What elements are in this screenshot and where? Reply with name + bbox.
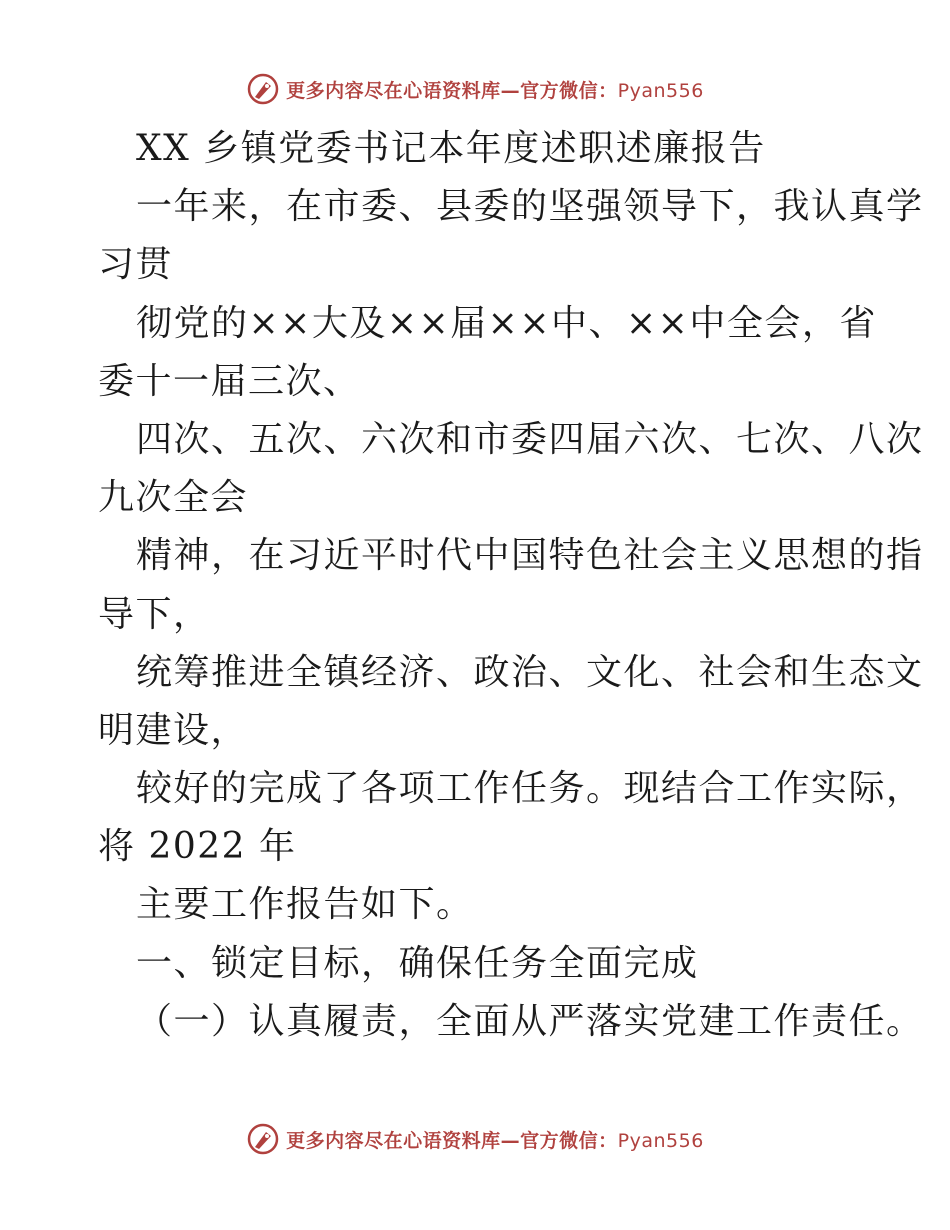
watermark-text: 更多内容尽在心语资料库—官方微信：Pyan556 [286, 1129, 704, 1152]
paragraph-line: 导下， [98, 593, 211, 635]
document-title: XX 乡镇党委书记本年度述职述廉报告 [136, 128, 766, 169]
paragraph-line: 九次全会 [98, 477, 249, 519]
watermark-text: 更多内容尽在心语资料库—官方微信：Pyan556 [286, 79, 704, 102]
paragraph-line: 统筹推进全镇经济、政治、文化、社会和生态文 [136, 651, 924, 693]
header-watermark [0, 72, 950, 106]
paragraph-line: 精神，在习近平时代中国特色社会主义思想的指 [136, 535, 924, 577]
paragraph-line: 明建设， [98, 709, 249, 751]
paragraph-line: 将 2022 年 [98, 826, 297, 868]
paragraph-line: 一、锁定目标，确保任务全面完成 [136, 942, 699, 984]
paragraph-line: 委十一届三次、 [98, 360, 361, 402]
paragraph-line: （一）认真履责，全面从严落实党建工作责任。 [136, 1000, 924, 1042]
paragraph-line: 一年来，在市委、县委的坚强领导下，我认真学 [136, 186, 924, 228]
paragraph-line: 四次、五次、六次和市委四届六次、七次、八次 [136, 418, 924, 460]
paragraph-line: 主要工作报告如下。 [136, 884, 474, 926]
paragraph-line: 习贯 [98, 244, 174, 286]
paragraph-line: 彻党的××大及××届××中、××中全会，省 [136, 302, 877, 344]
footer-watermark [0, 1122, 950, 1156]
pen-nib-logo-icon [246, 1122, 280, 1156]
pen-nib-logo-icon [246, 72, 280, 106]
paragraph-line: 较好的完成了各项工作任务。现结合工作实际， [136, 768, 924, 810]
document-body [98, 120, 924, 1051]
